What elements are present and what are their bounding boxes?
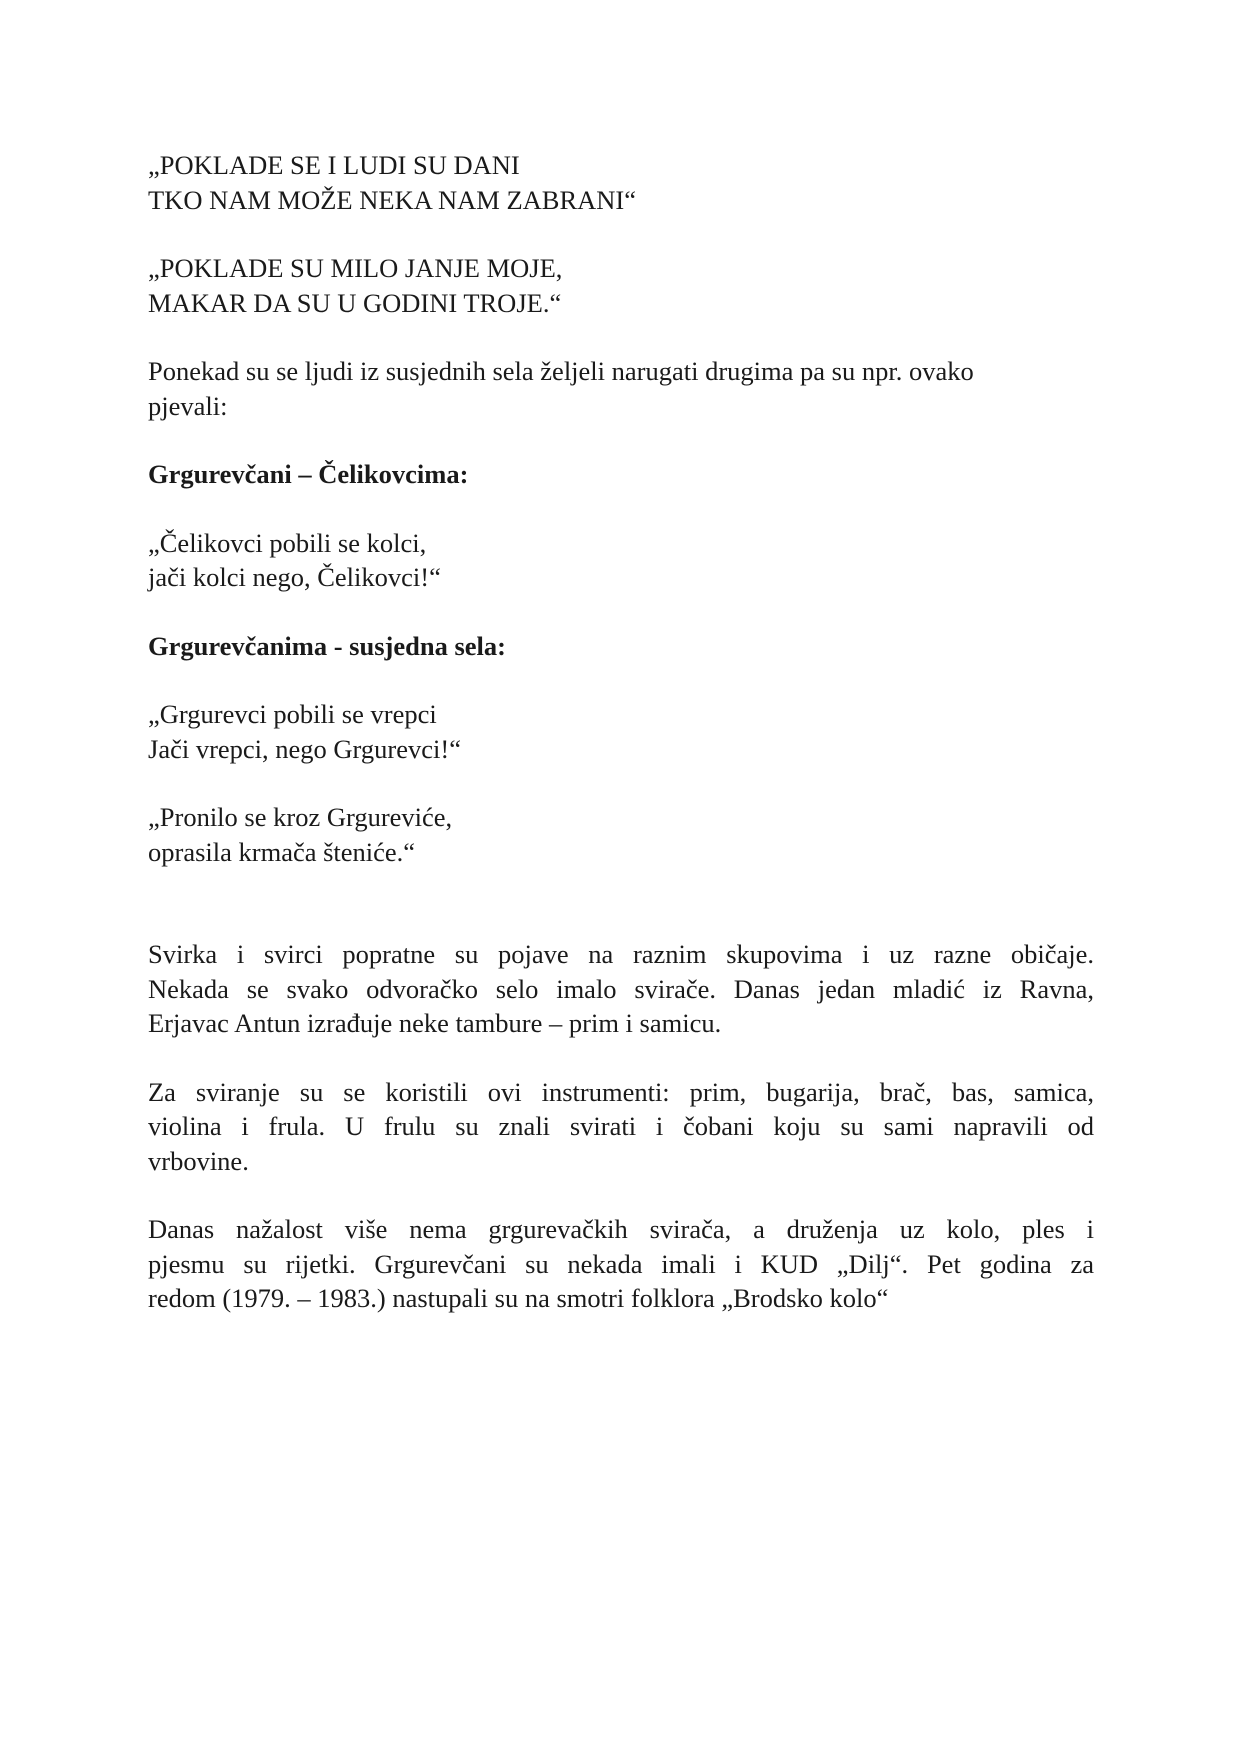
- document-page: [148, 148, 1094, 1316]
- verse-poklade-ludi-dani: [148, 148, 1094, 217]
- paragraph-svirka: [148, 937, 1094, 1041]
- verse-line: „POKLADE SE I LUDI SU DANI: [148, 150, 520, 180]
- verse-line: „Grgurevci pobili se vrepci: [148, 699, 437, 729]
- paragraph-line: Danas nažalost više nema grgurevačkih svirača, a druženja uz kolo, ples i: [148, 1214, 1094, 1244]
- intro-paragraph: [148, 354, 1094, 423]
- paragraph-kud-dilj: [148, 1212, 1094, 1316]
- verse-line: „Pronilo se kroz Grgureviće,: [148, 802, 453, 832]
- paragraph-line: Erjavac Antun izrađuje neke tambure – prim i samicu.: [148, 1008, 722, 1038]
- paragraph-line: vrbovine.: [148, 1145, 249, 1176]
- verse-line: MAKAR DA SU U GODINI TROJE.“: [148, 287, 562, 318]
- paragraph-line: Nekada se svako odvoračko selo imalo svirače. Danas jedan mladić iz Ravna,: [148, 973, 1094, 1004]
- verse-pronilo: [148, 800, 1094, 869]
- verse-line: „Čelikovci pobili se kolci,: [148, 527, 427, 558]
- section-heading-celikovcima: Grgurevčani – Čelikovcima:: [148, 459, 469, 489]
- verse-line: „POKLADE SU MILO JANJE MOJE,: [148, 253, 563, 283]
- verse-poklade-milo-janje: [148, 251, 1094, 320]
- verse-line: oprasila krmača šteniće.“: [148, 836, 416, 867]
- paragraph-line: Svirka i svirci popratne su pojave na raznim skupovima i uz razne običaje.: [148, 939, 1094, 969]
- verse-line: Jači vrepci, nego Grgurevci!“: [148, 733, 461, 764]
- verse-celikovci: [148, 526, 1094, 595]
- paragraph-line: pjevali:: [148, 390, 228, 421]
- paragraph-line: Za sviranje su se koristili ovi instrumenti: prim, bugarija, brač, bas, samica,: [148, 1076, 1094, 1107]
- paragraph-line: pjesmu su rijetki. Grgurevčani su nekada imali i KUD „Dilj“. Pet godina za: [148, 1248, 1094, 1279]
- paragraph-line: Ponekad su se ljudi iz susjednih sela željeli narugati drugima pa su npr. ovako: [148, 356, 974, 386]
- verse-line: jači kolci nego, Čelikovci!“: [148, 562, 441, 592]
- paragraph-line: redom (1979. – 1983.) nastupali su na smotri folklora „Brodsko kolo“: [148, 1283, 889, 1313]
- verse-grgurevci: [148, 697, 1094, 766]
- verse-line: TKO NAM MOŽE NEKA NAM ZABRANI“: [148, 184, 637, 215]
- paragraph-instrumenti: [148, 1075, 1094, 1179]
- section-heading-susjedna-sela: Grgurevčanima - susjedna sela:: [148, 630, 506, 661]
- paragraph-line: violina i frula. U frulu su znali svirati i čobani koju su sami napravili od: [148, 1111, 1094, 1141]
